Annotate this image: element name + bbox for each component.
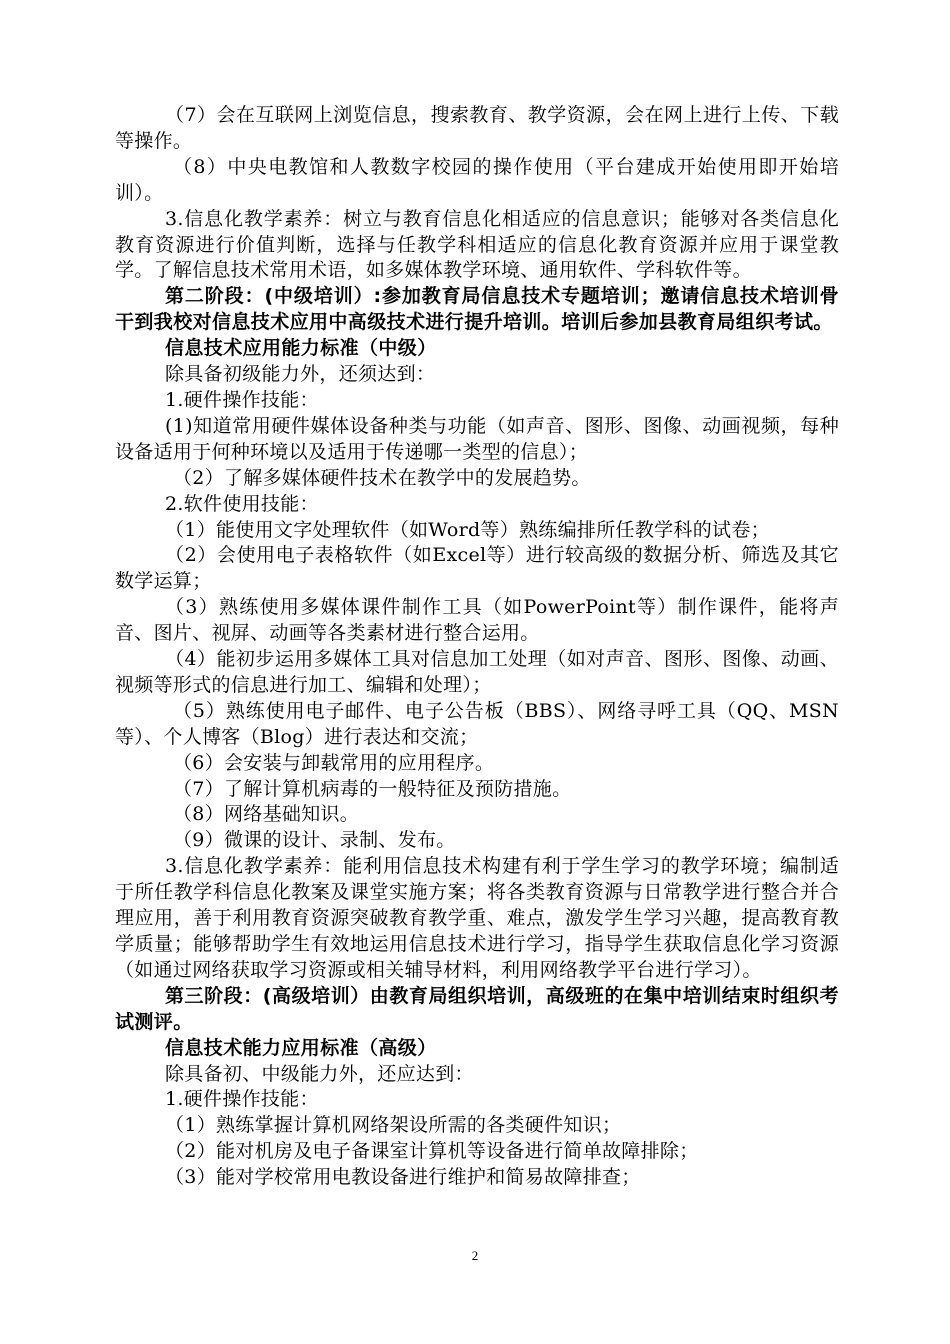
paragraph: （2）了解多媒体硬件技术在教学中的发展趋势。 (173, 466, 591, 489)
paragraph: （3）熟练使用多媒体课件制作工具（如PowerPoint等）制作课件，能将声音、图片、视屏、动画等各类素材进行整合运用。 (115, 596, 839, 645)
paragraph: （7）了解计算机病毒的一般特征及预防措施。 (173, 777, 572, 800)
paragraph: （8）网络基础知识。 (173, 803, 360, 826)
subsection-heading: 信息技术能力应用标准（高级） (165, 1036, 437, 1059)
section-heading: 第三阶段：(高级培训）由教育局组织培训，高级班的在集中培训结束时组织考试测评。 (115, 984, 839, 1033)
paragraph: 2.软件使用技能： (165, 492, 319, 515)
paragraph: 3.信息化教学素养：能利用信息技术构建有利于学生学习的教学环境；编制适于所任教学科信息化教案及课堂实施方案；将各类教育资源与日常教学进行整合并合理应用，善于利用教育资源突破教育教学重、难点，激发学生学习兴趣，提高教育教学质量；能够帮助学生有效地运用信息技术进行学习，指导学生获取信息化学习资源（如通过网络获取学习资源或相关辅导材料，利用网络教学平台进行学习）。 (115, 855, 839, 981)
paragraph: （9）微课的设计、录制、发布。 (173, 829, 456, 852)
subsection-heading: 信息技术应用能力标准（中级） (165, 337, 437, 360)
paragraph: （4）能初步运用多媒体工具对信息加工处理（如对声音、图形、图像、动画、视频等形式的信息进行加工、编辑和处理）； (115, 648, 839, 696)
document-body (115, 103, 839, 1191)
paragraph: （1）熟练掌握计算机网络架设所需的各类硬件知识； (165, 1114, 622, 1137)
paragraph: （3）能对学校常用电教设备进行维护和简易故障排查； (165, 1166, 641, 1189)
paragraph: （2）能对机房及电子备课室计算机等设备进行简单故障排除； (165, 1140, 699, 1163)
paragraph: 3.信息化教学素养：树立与教育信息化相适应的信息意识；能够对各类信息化教育资源进行价值判断，选择与任教学科相适应的信息化教育资源并应用于课堂教学。了解信息技术常用术语，如多媒体教学环境、通用软件、学科软件等。 (115, 207, 839, 282)
page-number: 2 (471, 1248, 479, 1263)
paragraph: （8）中央电教馆和人教数字校园的操作使用（平台建成开始使用即开始培训）。 (115, 155, 839, 204)
paragraph: 除具备初级能力外，还须达到： (165, 363, 436, 386)
paragraph: 1.硬件操作技能： (165, 1088, 319, 1111)
paragraph: 除具备初、中级能力外，还应达到： (165, 1062, 474, 1085)
paragraph: （2）会使用电子表格软件（如Excel等）进行较高级的数据分析、筛选及其它数学运算； (115, 544, 839, 593)
paragraph: (1)知道常用硬件媒体设备种类与功能（如声音、图形、图像、动画视频，每种设备适用于何种环境以及适用于传递哪一类型的信息）； (115, 414, 839, 463)
section-heading: 第二阶段：(中级培训）:参加教育局信息技术专题培训；邀请信息技术培训骨干到我校对信息技术应用中高级技术进行提升培训。培训后参加县教育局组织考试。 (115, 285, 839, 334)
paragraph: 1.硬件操作技能： (165, 388, 319, 411)
paragraph: （7）会在互联网上浏览信息，搜索教育、教学资源，会在网上进行上传、下载等操作。 (115, 104, 839, 152)
paragraph: （5）熟练使用电子邮件、电子公告板（BBS）、网络寻呼工具（QQ、MSN等）、个人博客（Blog）进行表达和交流； (115, 699, 839, 748)
paragraph: （6）会安装与卸载常用的应用程序。 (173, 751, 495, 774)
paragraph: （1）能使用文字处理软件（如Word等）熟练编排所任教学科的试卷； (165, 518, 770, 541)
